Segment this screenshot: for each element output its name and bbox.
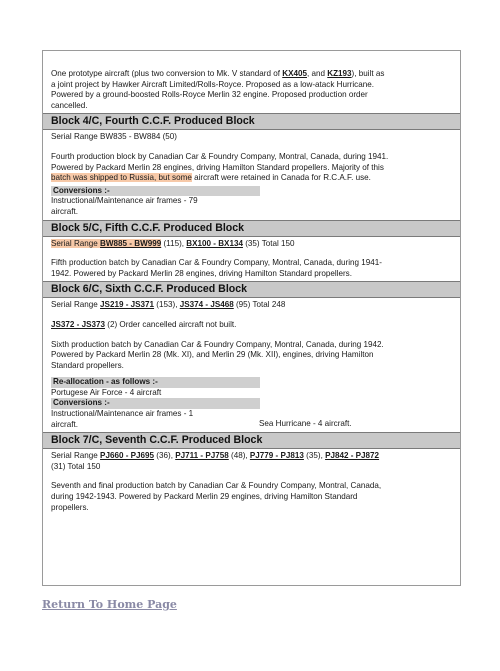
intro-line-4: cancelled.	[51, 100, 88, 110]
block6-serial-label: Serial Range	[51, 300, 101, 310]
link-pj711-pj758[interactable]: PJ711 - PJ758	[175, 451, 229, 461]
highlighted-text: batch was shipped to Russia, but some	[51, 173, 192, 183]
block6-heading: Block 6/C, Sixth C.C.F. Produced Block	[43, 281, 460, 298]
block6-serial	[51, 300, 454, 311]
block5-serial	[51, 239, 454, 250]
block5-serial-label: Serial Range	[51, 238, 101, 248]
link-pj660-pj695[interactable]: PJ660 - PJ695	[100, 451, 155, 461]
intro-text: , and	[306, 69, 328, 78]
block6-conversions	[51, 409, 454, 430]
block6-count-a: (153),	[154, 300, 180, 310]
block5-desc-1: Fifth production batch by Canadian Car & Foundry Company, Montral, Canada, during 1941-	[51, 258, 382, 268]
block4-desc-3	[51, 173, 454, 184]
link-bx100-bx134[interactable]: BX100 - BX134	[186, 238, 243, 248]
block7-serial-label: Serial Range	[51, 451, 101, 461]
block4-desc-1: Fourth production block by Canadian Car & Foundry Company, Montral, Canada, during 1941.	[51, 151, 389, 161]
link-js374-js468[interactable]: JS374 - JS468	[179, 300, 234, 310]
link-js219-js371[interactable]: JS219 - JS371	[100, 300, 155, 310]
block4-desc-2: Powered by Packard Merlin 28 engines, driving Hamilton Standard propellers. Majority of this	[51, 162, 384, 172]
block7-desc-2: during 1942-1943. Powered by Packard Merlin 29 engines, driving Hamilton Standard	[51, 492, 358, 502]
block6-desc-1: Sixth production batch by Canadian Car & Foundry Company, Montral, Canada, during 1942.	[51, 339, 384, 349]
block5-count-b: (35) Total 150	[242, 238, 295, 248]
block6-desc-2: Powered by Packard Merlin 28 (Mk. XI), and Merlin 29 (Mk. XII), engines, driving Hamilton	[51, 350, 374, 360]
block6-realloc-1: Portugese Air Force - 4 aircraft	[51, 387, 162, 397]
block6-reallocation-heading: Re-allocation - as follows :-	[51, 377, 260, 388]
block7-total: (31) Total 150	[51, 461, 101, 471]
link-bw885-bw999[interactable]: BW885 - BW999	[100, 238, 162, 248]
block6-conversions-heading: Conversions :-	[51, 398, 260, 409]
document-page	[42, 50, 461, 586]
link-js372-js373[interactable]: JS372 - JS373	[51, 319, 106, 329]
block7-serial	[51, 451, 454, 462]
intro-line-2: a joint project by Hawker Aircraft Limited/Rolls-Royce. Proposed as a low-atack Hurricane.	[51, 79, 374, 89]
block6-count-b: (95) Total 248	[233, 300, 286, 310]
block7-heading: Block 7/C, Seventh C.C.F. Produced Block	[43, 432, 460, 449]
block7-desc-1: Seventh and final production batch by Canadian Car & Foundry Company, Montral, Canada,	[51, 481, 382, 491]
intro-line-3: Powered by a ground-boosted Rolls-Royce Merlin 32 engine. Proposed production order	[51, 90, 368, 100]
link-pj842-pj872[interactable]: PJ842 - PJ872	[325, 451, 380, 461]
block7-count-a: (36),	[154, 451, 176, 461]
link-kx405[interactable]: KX405	[282, 69, 307, 78]
block6-cancelled	[51, 320, 454, 331]
block4-serial: Serial Range BW835 - BW884 (50)	[51, 132, 177, 142]
link-pj779-pj813[interactable]: PJ779 - PJ813	[249, 451, 304, 461]
block7-count-b: (48),	[228, 451, 250, 461]
block4-conv-2: aircraft.	[51, 206, 78, 216]
intro-text: ), built as	[351, 69, 385, 78]
block4-heading: Block 4/C, Fourth C.C.F. Produced Block	[43, 113, 460, 130]
intro-line-1	[51, 69, 454, 80]
return-home-link[interactable]: Return To Home Page	[42, 598, 177, 611]
block6-conv-1: Instructional/Maintenance air frames - 1	[51, 409, 194, 419]
intro-text: One prototype aircraft (plus two conversion to Mk. V standard of	[51, 69, 283, 78]
block4-conv-1: Instructional/Maintenance air frames - 79	[51, 196, 198, 206]
link-kz193[interactable]: KZ193	[327, 69, 352, 78]
block5-heading: Block 5/C, Fifth C.C.F. Produced Block	[43, 220, 460, 237]
block6-desc-3: Standard propellers.	[51, 360, 124, 370]
intro-paragraph	[51, 69, 454, 111]
block6-conv-2: aircraft.	[51, 419, 78, 429]
block5-desc-2: 1942. Powered by Packard Merlin 28 engines, driving Hamilton Standard propellers.	[51, 268, 352, 278]
block6-cancel-text: (2) Order cancelled aircraft not built.	[105, 319, 237, 329]
block6-conv-right: Sea Hurricane - 4 aircraft.	[259, 419, 352, 429]
block7-desc-3: propellers.	[51, 502, 89, 512]
block4-desc-3-rest: aircraft were retained in Canada for R.C.A.F. use.	[191, 173, 371, 183]
block6-conv-left	[51, 409, 251, 430]
block4-conversions-heading: Conversions :-	[51, 186, 260, 197]
block5-count-a: (115),	[161, 238, 187, 248]
block7-count-c: (35),	[303, 451, 326, 461]
